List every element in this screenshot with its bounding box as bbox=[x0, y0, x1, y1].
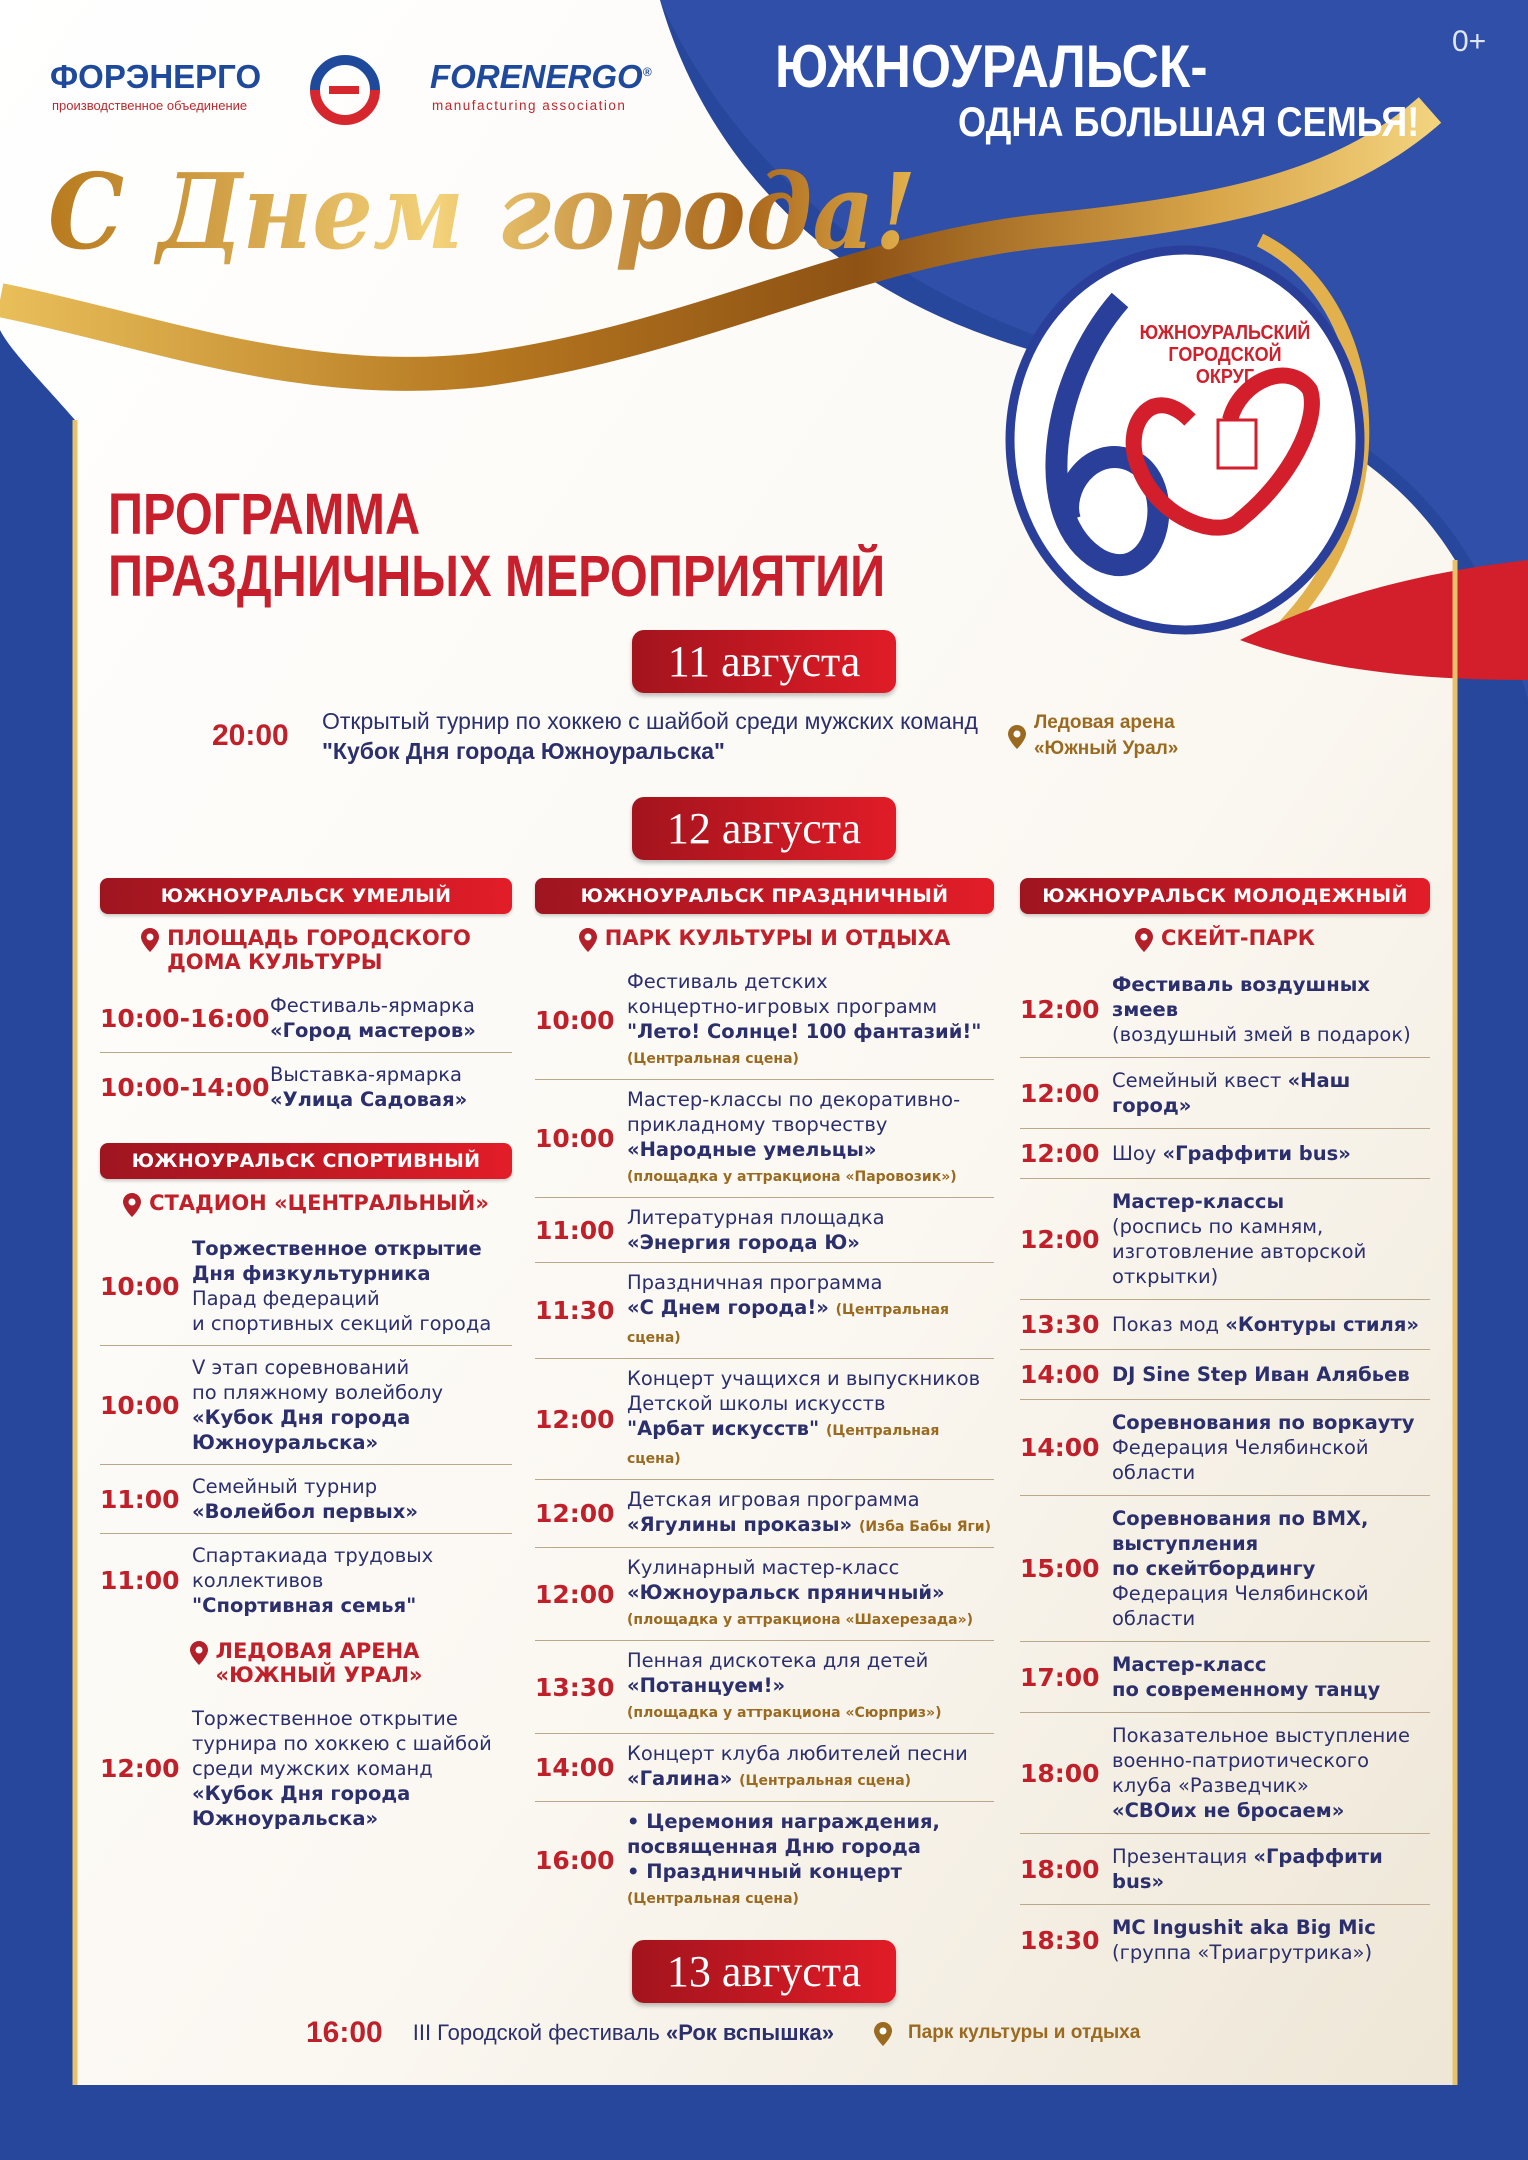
event-row bbox=[100, 984, 512, 1052]
event-text: «Ягулины проказы» bbox=[627, 1513, 859, 1536]
event-time: 14:00 bbox=[1020, 1433, 1100, 1462]
event-text: «Улица Садовая» bbox=[270, 1088, 468, 1111]
slogan-line2: ОДНА БОЛЬШАЯ СЕМЬЯ! bbox=[958, 98, 1420, 145]
event-text: V этап соревнований bbox=[192, 1356, 410, 1379]
event-text: Соревнования по воркауту bbox=[1112, 1411, 1415, 1434]
event-text: изготовление авторской bbox=[1112, 1240, 1367, 1263]
event-text: Федерация Челябинской bbox=[1112, 1582, 1369, 1605]
event-row bbox=[100, 1052, 512, 1121]
event-text: Мастер-класс bbox=[1112, 1653, 1267, 1676]
venue-name: «ЮЖНЫЙ УРАЛ» bbox=[215, 1663, 423, 1687]
program-title-line2: ПРАЗДНИЧНЫХ МЕРОПРИЯТИЙ bbox=[108, 544, 886, 609]
event-text: Мастер-классы bbox=[1112, 1190, 1285, 1213]
venue-name: СКЕЙТ-ПАРК bbox=[1161, 926, 1315, 950]
event-text: Дня физкультурника bbox=[192, 1262, 431, 1285]
event-text: «Кубок Дня города bbox=[192, 1782, 411, 1805]
venue-name: «Южный Урал» bbox=[1033, 738, 1179, 759]
column-umely bbox=[100, 878, 512, 1840]
event-row bbox=[1020, 1904, 1430, 1975]
anniversary-logo-text: ЮЖНОУРАЛЬСКИЙ ГОРОДСКОЙ ОКРУГ bbox=[1139, 322, 1311, 388]
event-row bbox=[535, 962, 994, 1079]
event-text: Фестиваль воздушных змеев bbox=[1112, 973, 1370, 1021]
event-row bbox=[535, 1801, 994, 1919]
anniversary-logo bbox=[1010, 250, 1360, 630]
event-text: турнира по хоккею с шайбой bbox=[192, 1732, 492, 1755]
venue bbox=[100, 1179, 512, 1227]
column-prazdnichny bbox=[535, 878, 994, 1919]
program-title-line1: ПРОГРАММА bbox=[108, 482, 421, 547]
event-row bbox=[1020, 1349, 1430, 1399]
location-pin-icon bbox=[141, 928, 159, 952]
event-text: "Спортивная семья" bbox=[192, 1594, 417, 1617]
event-text: Выставка-ярмарка bbox=[270, 1063, 462, 1086]
event-time: 18:00 bbox=[1020, 1758, 1100, 1788]
event-text: MC Ingushit aka Big Mic bbox=[1112, 1916, 1376, 1939]
event-row bbox=[1020, 962, 1430, 1057]
event-text: «С Днем города!» bbox=[627, 1296, 836, 1319]
event-row bbox=[100, 1464, 512, 1533]
event-row bbox=[1020, 1299, 1430, 1349]
event-text: посвященная Дню города bbox=[627, 1835, 921, 1858]
event-time: 13:30 bbox=[1020, 1310, 1100, 1339]
event-text: Кулинарный мастер-класс bbox=[627, 1556, 900, 1579]
event-time: 12:00 bbox=[1020, 1139, 1100, 1168]
age-rating: 0+ bbox=[1452, 25, 1487, 58]
event-text: (Центральная сцена) bbox=[627, 1423, 940, 1467]
event-row bbox=[100, 1697, 512, 1840]
event-text: «Потанцуем!» bbox=[627, 1674, 786, 1697]
event-text: Федерация Челябинской bbox=[1112, 1436, 1369, 1459]
event-time: 18:00 bbox=[1020, 1854, 1100, 1884]
brand-name-en: FORENERGO® bbox=[430, 58, 652, 95]
event-time: 10:00 bbox=[535, 1124, 615, 1153]
event-text: Фестиваль-ярмарка bbox=[270, 994, 475, 1017]
event-text: клуба «Разведчик» bbox=[1112, 1774, 1309, 1797]
event-row bbox=[1020, 1128, 1430, 1178]
event-text: (роспись по камням, bbox=[1112, 1215, 1324, 1238]
event-row bbox=[535, 1197, 994, 1262]
event-text: (Центральная сцена) bbox=[627, 1891, 799, 1907]
event-text: • Праздничный концерт bbox=[627, 1860, 902, 1883]
event-text: Мастер-классы по декоративно- bbox=[627, 1088, 961, 1111]
event-text: среди мужских команд bbox=[192, 1757, 433, 1780]
section-header: ЮЖНОУРАЛЬСК УМЕЛЫЙ bbox=[100, 878, 512, 914]
event-time: 12:00 bbox=[1020, 995, 1100, 1024]
event-text: DJ Sine Step Иван Алябьев bbox=[1112, 1363, 1410, 1386]
event-text: Торжественное открытие bbox=[192, 1707, 458, 1730]
venue bbox=[100, 914, 512, 984]
location-pin-icon bbox=[874, 2022, 892, 2046]
event-text: выступления bbox=[1112, 1532, 1259, 1555]
event-time: 11:00 bbox=[100, 1566, 180, 1595]
event-text: III Городской фестиваль bbox=[412, 2020, 666, 2045]
event-text: открытки) bbox=[1112, 1265, 1219, 1288]
location-pin-icon bbox=[579, 928, 597, 952]
event-text: Детской школы искусств bbox=[627, 1392, 886, 1415]
event-text: прикладному творчеству bbox=[627, 1113, 888, 1136]
event-text: Показательное выступление bbox=[1112, 1724, 1410, 1747]
event-text: концертно-игровых программ bbox=[627, 995, 938, 1018]
event-row bbox=[535, 1547, 994, 1640]
event-text: Концерт клуба любителей песни bbox=[627, 1742, 968, 1765]
event-text: «Граффити bus» bbox=[1112, 1845, 1383, 1893]
event-text: «Энергия города Ю» bbox=[627, 1231, 860, 1254]
event-text: «Южноуральск пряничный» bbox=[627, 1581, 945, 1604]
event-time: 16:00 bbox=[306, 2016, 383, 2049]
event-text: Шоу bbox=[1112, 1142, 1163, 1165]
section-header: ЮЖНОУРАЛЬСК ПРАЗДНИЧНЫЙ bbox=[535, 878, 994, 914]
event-row bbox=[535, 1079, 994, 1197]
event-row bbox=[100, 1227, 512, 1345]
event-text: Презентация bbox=[1112, 1845, 1254, 1868]
event-text: Соревнования по BMX, bbox=[1112, 1507, 1369, 1530]
event-text: (воздушный змей в подарок) bbox=[1112, 1023, 1411, 1046]
event-text: Спартакиада трудовых bbox=[192, 1544, 434, 1567]
column-molodezhny bbox=[1020, 878, 1430, 1975]
event-text: области bbox=[1112, 1607, 1196, 1630]
event-text: • Церемония награждения, bbox=[627, 1810, 940, 1833]
event-title: «Рок вспышка» bbox=[665, 2020, 835, 2045]
venue-name: ПЛОЩАДЬ ГОРОДСКОГО bbox=[167, 926, 471, 950]
event-text: по пляжному волейболу bbox=[192, 1381, 444, 1404]
venue-name: Ледовая арена bbox=[1033, 712, 1175, 733]
event-text: области bbox=[1112, 1461, 1196, 1484]
event-text: «Граффити bus» bbox=[1162, 1142, 1351, 1165]
event-text: Показ мод bbox=[1112, 1313, 1226, 1336]
event-text: и спортивных секций города bbox=[192, 1312, 492, 1335]
event-row bbox=[535, 1262, 994, 1358]
event-text: «Кубок Дня города bbox=[192, 1406, 411, 1429]
event-text: «Город мастеров» bbox=[270, 1019, 476, 1042]
event-time: 12:00 bbox=[1020, 1078, 1100, 1108]
event-text: Концерт учащихся и выпускников bbox=[627, 1367, 981, 1390]
event-text: (Центральная сцена) bbox=[627, 1302, 949, 1346]
event-time: 13:30 bbox=[535, 1672, 615, 1702]
event-text: коллективов bbox=[192, 1569, 324, 1592]
event-day13 bbox=[306, 2016, 1140, 2050]
event-text: (группа «Триагрутрика») bbox=[1112, 1941, 1373, 1964]
event-text: военно-патриотического bbox=[1112, 1749, 1370, 1772]
event-text: (площадка у аттракциона «Шахерезада») bbox=[627, 1612, 974, 1628]
event-text: Открытый турнир по хоккею с шайбой среди мужских команд bbox=[322, 708, 978, 734]
location-pin-icon bbox=[1135, 928, 1153, 952]
event-row bbox=[1020, 1833, 1430, 1904]
event-text: «Контуры стиля» bbox=[1225, 1313, 1419, 1336]
date-badge-11: 11 августа bbox=[632, 630, 896, 693]
location-pin-icon bbox=[1008, 725, 1026, 749]
section-header: ЮЖНОУРАЛЬСК СПОРТИВНЫЙ bbox=[100, 1143, 512, 1179]
event-text: Литературная площадка bbox=[627, 1206, 885, 1229]
event-text: «Волейбол первых» bbox=[192, 1500, 418, 1523]
event-time: 12:00 bbox=[100, 1754, 180, 1783]
slogan-line1: ЮЖНОУРАЛЬСК- bbox=[775, 33, 1208, 100]
event-text: "Арбат искусств" bbox=[627, 1417, 826, 1440]
event-row bbox=[1020, 1057, 1430, 1128]
date-badge-12: 12 августа bbox=[632, 797, 896, 860]
venue bbox=[100, 1627, 512, 1697]
event-text: Семейный турнир bbox=[192, 1475, 378, 1498]
event-text: «СВОих не бросаем» bbox=[1112, 1799, 1345, 1822]
event-time: 17:00 bbox=[1020, 1662, 1100, 1692]
venue-name: ДОМА КУЛЬТУРЫ bbox=[167, 950, 383, 974]
event-text: Детская игровая программа bbox=[627, 1488, 920, 1511]
location-pin-icon bbox=[123, 1193, 141, 1217]
event-row bbox=[1020, 1641, 1430, 1712]
greeting-title: С Днем города! bbox=[48, 150, 917, 273]
event-text: (площадка у аттракциона «Паровозик») bbox=[627, 1169, 957, 1185]
event-text: Южноуральска» bbox=[192, 1807, 379, 1830]
event-time: 18:30 bbox=[1020, 1925, 1100, 1955]
event-time: 20:00 bbox=[212, 719, 289, 752]
event-text: Праздничная программа bbox=[627, 1271, 883, 1294]
event-text: Торжественное открытие bbox=[192, 1237, 482, 1260]
event-text: «Наш город» bbox=[1112, 1069, 1351, 1117]
event-time: 12:00 bbox=[535, 1499, 615, 1528]
event-title: "Кубок Дня города Южноуральска" bbox=[322, 738, 725, 764]
event-row bbox=[1020, 1712, 1430, 1833]
event-text: (Центральная сцена) bbox=[627, 1051, 799, 1067]
event-time: 14:00 bbox=[1020, 1360, 1100, 1389]
event-text: по скейтбордингу bbox=[1112, 1557, 1316, 1580]
event-time: 10:00 bbox=[535, 1006, 615, 1035]
event-row bbox=[1020, 1399, 1430, 1495]
venue bbox=[535, 914, 994, 962]
venue-name: Парк культуры и отдыха bbox=[908, 2022, 1141, 2043]
event-row bbox=[535, 1733, 994, 1801]
event-text: (Изба Бабы Яги) bbox=[858, 1519, 992, 1535]
event-text: Парад федераций bbox=[192, 1287, 380, 1310]
venue-name: ЛЕДОВАЯ АРЕНА bbox=[215, 1639, 420, 1663]
event-text: по современному танцу bbox=[1112, 1678, 1381, 1701]
event-text: «Галина» bbox=[627, 1767, 740, 1790]
event-time: 12:00 bbox=[535, 1404, 615, 1434]
date-badge-13: 13 августа bbox=[632, 1940, 896, 2003]
event-row bbox=[1020, 1495, 1430, 1641]
event-time: 10:00 bbox=[100, 1390, 180, 1420]
coat-of-arms-icon bbox=[1218, 420, 1256, 468]
event-text: (Центральная сцена) bbox=[739, 1773, 912, 1789]
section-header: ЮЖНОУРАЛЬСК МОЛОДЕЖНЫЙ bbox=[1020, 878, 1430, 914]
brand-name-ru: ФОРЭНЕРГО bbox=[50, 58, 262, 95]
event-time: 10:00-16:00 bbox=[100, 1003, 270, 1033]
event-time: 14:00 bbox=[535, 1753, 615, 1782]
event-text: «Народные умельцы» bbox=[627, 1138, 877, 1161]
event-row bbox=[535, 1479, 994, 1547]
event-time: 10:00-14:00 bbox=[100, 1072, 270, 1102]
location-pin-icon bbox=[190, 1641, 208, 1665]
event-time: 12:00 bbox=[535, 1579, 615, 1609]
event-row bbox=[535, 1358, 994, 1479]
event-time: 12:00 bbox=[1020, 1224, 1100, 1254]
event-text: "Лето! Солнце! 100 фантазий!" bbox=[627, 1020, 982, 1043]
event-row bbox=[535, 1640, 994, 1733]
brand-subtitle-ru: производственное объединение bbox=[52, 98, 248, 113]
event-text: (площадка у аттракциона «Сюрприз») bbox=[627, 1705, 942, 1721]
venue-name: ПАРК КУЛЬТУРЫ И ОТДЫХА bbox=[604, 926, 951, 950]
event-time: 11:30 bbox=[535, 1296, 615, 1325]
event-text: Пенная дискотека для детей bbox=[627, 1649, 929, 1672]
venue bbox=[1020, 914, 1430, 962]
brand-subtitle-en: manufacturing association bbox=[432, 98, 627, 113]
event-time: 10:00 bbox=[100, 1271, 180, 1301]
event-row bbox=[1020, 1178, 1430, 1299]
venue-name: СТАДИОН «ЦЕНТРАЛЬНЫЙ» bbox=[149, 1191, 489, 1215]
event-time: 11:00 bbox=[535, 1215, 615, 1245]
event-time: 15:00 bbox=[1020, 1554, 1100, 1583]
event-text: Семейный квест bbox=[1112, 1069, 1288, 1092]
event-text: Фестиваль детских bbox=[627, 970, 828, 993]
event-day11 bbox=[212, 706, 1178, 766]
event-time: 16:00 bbox=[535, 1846, 615, 1875]
event-text: Южноуральска» bbox=[192, 1431, 379, 1454]
event-time: 11:00 bbox=[100, 1484, 180, 1514]
event-row bbox=[100, 1533, 512, 1627]
forenergo-logo-icon bbox=[303, 55, 387, 125]
event-row bbox=[100, 1345, 512, 1464]
